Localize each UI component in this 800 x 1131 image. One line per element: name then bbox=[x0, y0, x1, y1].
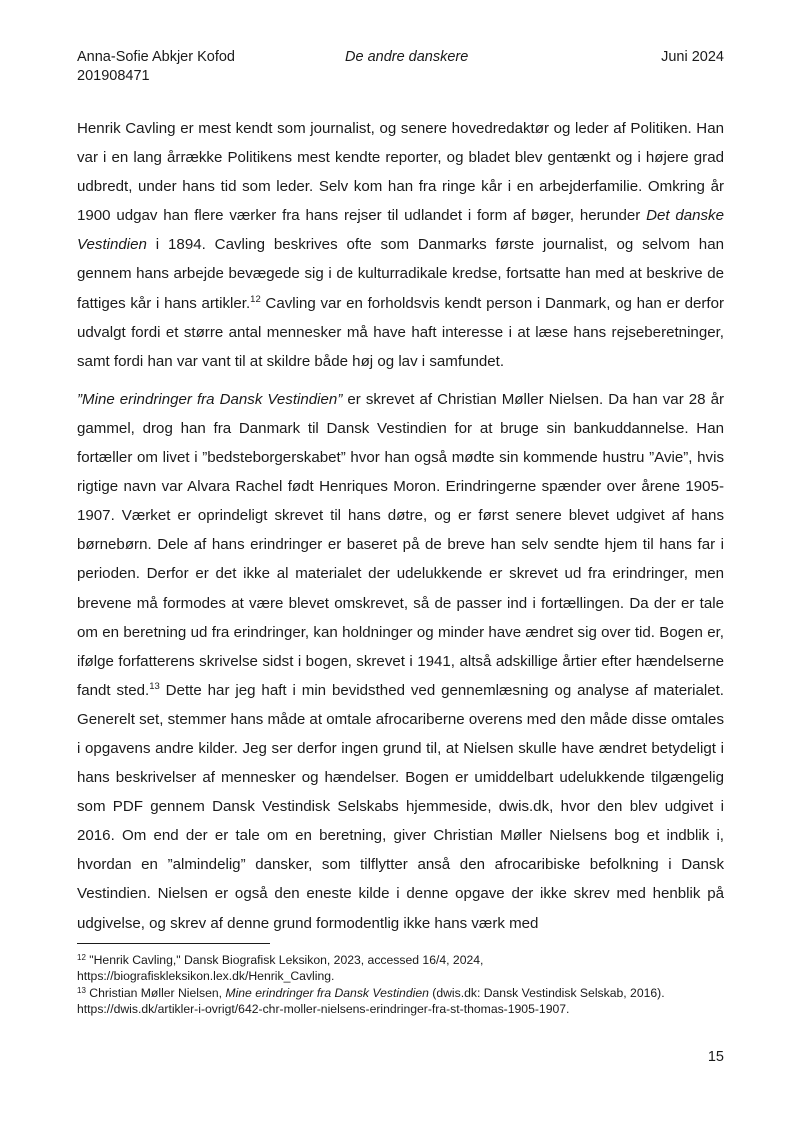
page-number: 15 bbox=[707, 1049, 724, 1065]
header-author: Anna-Sofie Abkjer Kofod bbox=[77, 49, 235, 65]
footnote-ref-12[interactable]: 12 bbox=[250, 293, 261, 305]
paragraph-nielsen bbox=[77, 385, 724, 938]
header-date: Juni 2024 bbox=[661, 49, 724, 65]
header-title: De andre danskere bbox=[345, 49, 469, 65]
paragraph-cavling bbox=[77, 114, 724, 376]
header-student-id: 201908471 bbox=[77, 68, 150, 84]
footnote-book-title: Mine erindringer fra Dansk Vestindien bbox=[225, 986, 429, 1000]
footnote-13 bbox=[77, 985, 727, 1017]
footnote-12 bbox=[77, 952, 727, 984]
footnote-text: "Henrik Cavling," Dansk Biografisk Leksikon, 2023, accessed 16/4, 2024, https://biografiskleksikon.lex.dk/Henrik_Cavling. bbox=[77, 953, 484, 983]
body-text bbox=[77, 114, 724, 947]
text-span: i 1894. Cavling beskrives ofte som Danmarks første journalist, og selvom han gennem hans arbejde bevægede sig i de kulturradikale kredse, fortsatte han med at beskrive de fattiges kår i hans artikler. bbox=[77, 236, 724, 312]
footnote-ref-13[interactable]: 13 bbox=[149, 680, 160, 692]
footnote-number: 12 bbox=[77, 953, 86, 962]
footnote-text: Christian Møller Nielsen, bbox=[85, 986, 226, 1000]
book-title-nielsen: ”Mine erindringer fra Dansk Vestindien” bbox=[77, 390, 343, 408]
text-span: Cavling var en forholdsvis kendt person i Danmark, og han er derfor udvalgt fordi et større antal mennesker må have haft interesse i at læse hans rejseberetninger, samt fordi han var vant til at skildre både høj og lav i samfundet. bbox=[77, 294, 724, 370]
footnote-text: (dwis.dk: Dansk Vestindisk Selskab, 2016). https://dwis.dk/artikler-i-ovrigt/642-chr-moller-nielsens-erindringer-fra-st-thomas-1905-1907. bbox=[77, 986, 665, 1016]
header-author-block bbox=[77, 48, 235, 86]
footnote-separator bbox=[77, 943, 270, 944]
text-span: Henrik Cavling er mest kendt som journalist, og senere hovedredaktør og leder af Politiken. Han var i en lang årrække Politikens mest kendte reporter, og bladet blev gentænkt og i højere grad udbredt, under hans tid som leder. Selv kom han fra ringe kår i en arbejderfamilie. Omkring år 1900 udgav han flere værker fra hans rejser til udlandet i form af bøger, herunder bbox=[77, 120, 724, 225]
book-title-cavling: Det danske Vestindien bbox=[77, 207, 724, 254]
text-span: er skrevet af Christian Møller Nielsen. Da han var 28 år gammel, drog han fra Danmark til Dansk Vestindien for at bruge sin bankuddannelse. Han fortæller om livet i ”bedsteborgerskabet” hvor han også mødte sin kommende hustru ”Avie”, hvis rigtige navn var Alvara Rachel født Henriques Moron. Erindringerne spænder over årene 1905-1907. Værket er oprindeligt skrevet til hans døtre, og er først senere blevet udgivet af hans børnebørn. Dele af hans erindringer er baseret på de breve han selv sendte hjem til hans far i perioden. Derfor er det ikke al materialet der udelukkende er skrevet ud fra erindringer, men brevene må formodes at være blevet omskrevet, så de passer ind i fortællingen. Da der er tale om en beretning ud fra erindringer, kan holdninger og minder have ændret sig over tid. Bogen er, ifølge forfatterens skrivelse sidst i bogen, skrevet i 1941, altså adskillige årtier efter hændelserne fandt sted. bbox=[77, 390, 724, 699]
text-span: Dette har jeg haft i min bevidsthed ved gennemlæsning og analyse af materialet. Generelt set, stemmer hans måde at omtale afrocariberne overens med den måde disse omtales i opgavens andre kilder. Jeg ser derfor ingen grund til, at Nielsen skulle have ændret betydeligt i hans beskrivelser af mennesker og hændelser. Bogen er umiddelbart udelukkende tilgængelig som PDF gennem Dansk Vestindisk Selskabs hjemmeside, dwis.dk, hvor den blev udgivet i 2016. Om end der er tale om en beretning, giver Christian Møller Nielsens bog et indblik i, hvordan en ”almindelig” dansker, som tilflytter anså den afrocaribiske befolkning i Dansk Vestindien. Nielsen er også den eneste kilde i denne opgave der ikke skrev med henblik på udgivelse, og skrev af denne grund formodentlig ikke hans værk med bbox=[77, 681, 724, 932]
footnotes bbox=[77, 952, 727, 1018]
footnote-number: 13 bbox=[77, 986, 86, 995]
